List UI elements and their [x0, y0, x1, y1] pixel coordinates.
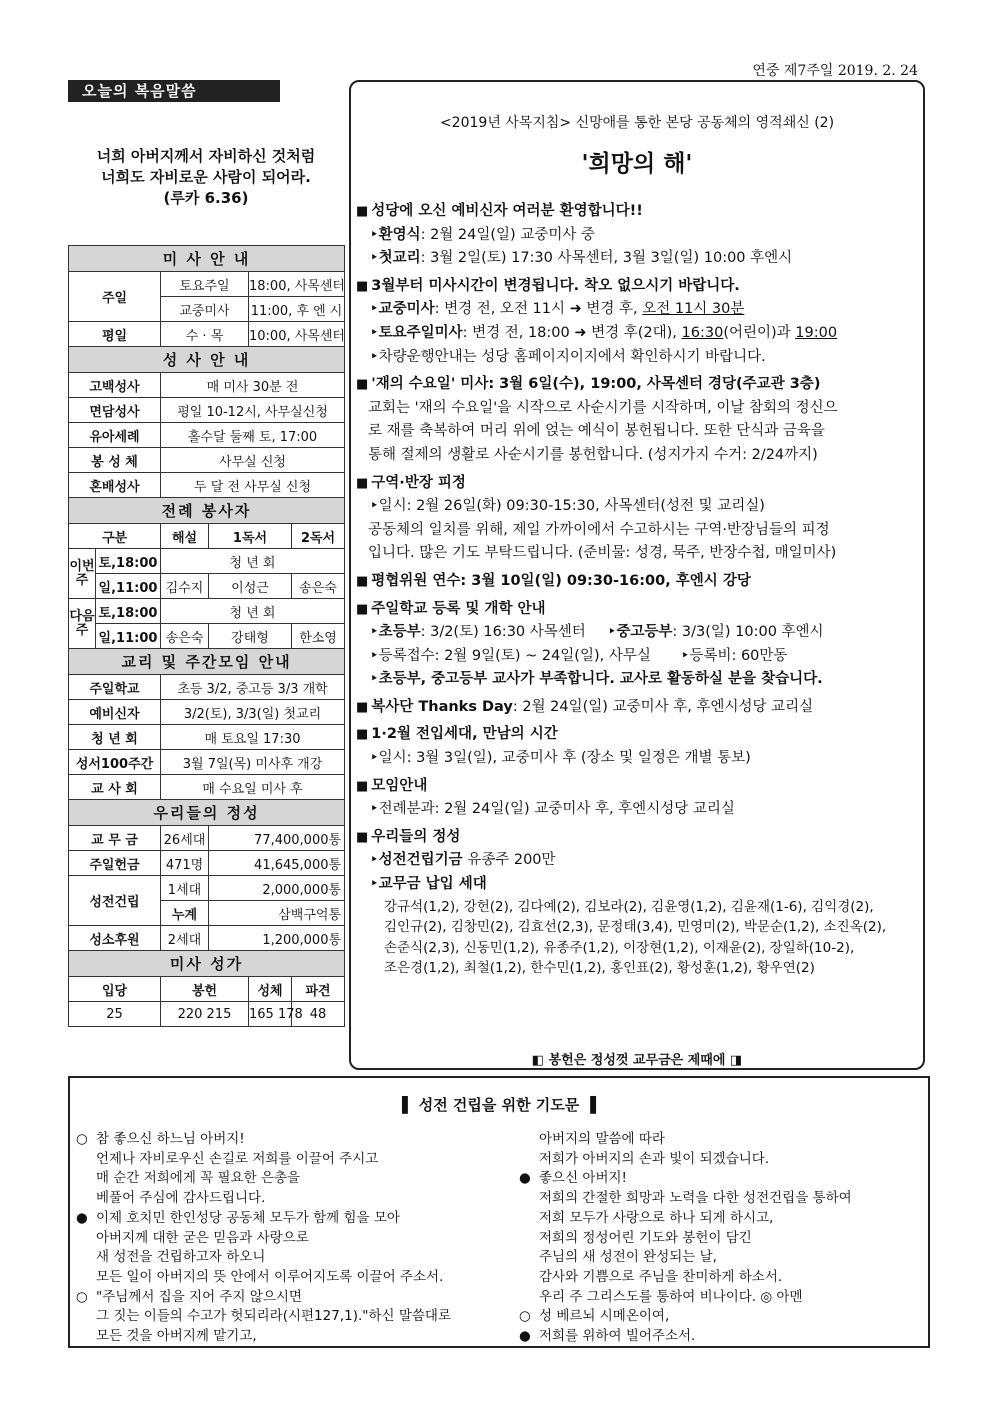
sacrament-detail: 두 달 전 사무실 신청: [161, 473, 345, 498]
sacrament-name: 고백성사: [69, 373, 161, 398]
offering-count: 471명: [161, 851, 209, 876]
prayer-marker: ●: [519, 1328, 531, 1345]
prayer-text: 모든 것을 아버지께 맡기고,: [96, 1328, 257, 1345]
gospel-reference: (루카 6.36): [163, 189, 249, 207]
servers-time: 일,11:00: [96, 624, 161, 649]
gospel-line: 너희 아버지께서 자비하신 것처럼: [96, 147, 316, 165]
mass-time: 11:00, 후 엔 시: [249, 297, 345, 322]
section-heading: ■ 복사단 Thanks Day: 2월 24일(일) 교중미사 후, 후엔시성당 교리실: [356, 698, 814, 715]
offering-name: 교 무 금: [69, 826, 161, 851]
prayer-text: 저희가 아버지의 손과 빛이 되겠습니다.: [539, 1150, 770, 1167]
servers-header: 구분: [69, 524, 161, 549]
meeting-name: 주일학교: [69, 675, 161, 700]
meeting-detail: 매 수요일 미사 후: [161, 775, 345, 800]
offering-name: 성소후원: [69, 926, 161, 951]
prayer-marker: [519, 1150, 539, 1170]
prayer-line: [519, 1248, 924, 1268]
meeting-detail: 3/2(토), 3/3(일) 첫교리: [161, 700, 345, 725]
server-name: 이성근: [209, 574, 292, 599]
sacrament-info-title: 성 사 안 내: [69, 347, 345, 373]
section-heading: ■ 평협위원 연수: 3월 10일(일) 09:30-16:00, 후엔시 강당: [356, 572, 751, 589]
hymn-number: 165 178: [249, 1002, 292, 1027]
prayer-text: 저희를 위하여 빌어주소서.: [539, 1328, 696, 1345]
prayer-left-column: [76, 1130, 506, 1347]
prayer-text: "주님께서 집을 지어 주지 않으시면: [96, 1288, 302, 1305]
weekday-label: 평일: [69, 322, 161, 347]
notice-item: ‣일시: 3월 3일(일), 교중미사 후 (장소 및 일정은 개별 통보): [370, 750, 751, 767]
notice-item: ‣교중미사: 변경 전, 오전 11시 ➜ 변경 후, 오전 11시 30분: [370, 301, 745, 318]
prayer-line: [76, 1307, 506, 1327]
server-name: 송은숙: [161, 624, 209, 649]
prayer-marker: [76, 1229, 96, 1249]
prayer-marker: ○: [76, 1288, 88, 1305]
hymn-number: 48: [292, 1002, 345, 1027]
pastoral-subtitle: <2019년 사목지침> 신망애를 통한 본당 공동체의 영적쇄신 (2): [439, 115, 835, 131]
prayer-text: 감사와 기쁨으로 주님을 찬미하게 하소서.: [539, 1268, 783, 1285]
prayer-line: [519, 1307, 924, 1327]
gospel-heading: 오늘의 복음말씀: [68, 80, 280, 102]
sacrament-detail: 홀수달 둘째 토, 17:00: [161, 423, 345, 448]
notice-item: ‣성전건립기금 유종주 200만: [370, 852, 556, 869]
mass-time: 18:00, 사목센터: [249, 272, 345, 297]
section-heading: ■ 1·2월 전입세대, 만남의 시간: [356, 726, 558, 743]
meeting-detail: 매 토요일 17:30: [161, 725, 345, 750]
sunday-label: 주일: [69, 272, 161, 322]
prayer-marker: [76, 1189, 96, 1209]
notice-item: ‣초등부: 3/2(토) 16:30 사목센터 ‣중고등부: 3/3(일) 10:00 후엔시: [370, 624, 824, 641]
notice-item: ‣환영식: 2월 24일(일) 교중미사 중: [370, 226, 595, 243]
prayer-marker: ●: [519, 1170, 531, 1187]
sacrament-detail: 매 미사 30분 전: [161, 373, 345, 398]
prayer-line: [76, 1248, 506, 1268]
hymn-header: 봉헌: [161, 977, 249, 1002]
offerings-title: 우리들의 정성: [69, 800, 345, 826]
offering-count: 26세대: [161, 826, 209, 851]
meeting-detail: 3월 7일(목) 미사후 개강: [161, 750, 345, 775]
prayer-line: [76, 1288, 506, 1308]
notice-title: '희망의 해': [581, 151, 693, 177]
prayer-line: [76, 1209, 506, 1229]
servers-header: 해설: [161, 524, 209, 549]
prayer-line: [519, 1150, 924, 1170]
offering-amount: 1,200,000통: [209, 926, 345, 951]
info-table: [68, 245, 345, 1027]
section-heading: ■ 모임안내: [356, 777, 428, 794]
issue-date: 연중 제7주일 2019. 2. 24: [752, 63, 918, 79]
prayer-line: [519, 1327, 924, 1347]
prayer-marker: [519, 1189, 539, 1209]
notice-item: ‣첫교리: 3월 2일(토) 17:30 사목센터, 3월 3일(일) 10:00 후엔시: [370, 250, 793, 267]
prayer-text: 아버지의 말씀에 따라: [539, 1131, 665, 1147]
meeting-name: 교 사 회: [69, 775, 161, 800]
mass-name: 토요주일: [161, 272, 249, 297]
mass-name: 수 · 목: [161, 322, 249, 347]
notice-item: ‣전례분과: 2월 24일(일) 교중미사 후, 후엔시성당 교리실: [370, 801, 735, 818]
notice-paragraph: 교회는 '재의 수요일'을 시작으로 사순시기를 시작하며, 이날 참회의 정신으 로 재를 축복하여 머리 위에 얹는 예식이 봉헌됩니다. 또한 단식과 금육을 통해 절제의 생활로 사순시기를 봉헌합니다. (성지가지 수거: 2/24까지): [368, 399, 838, 463]
mass-info-title: 미 사 안 내: [69, 246, 345, 272]
prayer-marker: ○: [76, 1131, 88, 1147]
prayer-text: 그 짓는 이들의 수고가 헛되리라(시편127,1)."하신 말씀대로: [96, 1308, 451, 1325]
prayer-line: [76, 1150, 506, 1170]
meeting-name: 예비신자: [69, 700, 161, 725]
prayer-marker: [519, 1130, 539, 1150]
mass-name: 교중미사: [161, 297, 249, 322]
notice-item: ‣초등부, 중고등부 교사가 부족합니다. 교사로 활동하실 분을 찾습니다.: [370, 671, 823, 688]
prayer-text: 저희의 정성어린 기도와 봉헌이 담긴: [539, 1229, 752, 1246]
next-week-label: 다음주: [69, 599, 96, 649]
prayer-line: [519, 1288, 924, 1308]
sacrament-name: 봉 성 체: [69, 448, 161, 473]
prayer-marker: [76, 1268, 96, 1288]
section-heading: ■ 성당에 오신 예비신자 여러분 환영합니다!!: [356, 203, 643, 219]
prayer-marker: [519, 1268, 539, 1288]
servers-time: 일,11:00: [96, 574, 161, 599]
sacrament-detail: 평일 10-12시, 사무실신청: [161, 398, 345, 423]
prayer-line: [76, 1130, 506, 1150]
sacrament-name: 유아세례: [69, 423, 161, 448]
offering-name: 주일헌금: [69, 851, 161, 876]
notice-item: ‣토요주일미사: 변경 전, 18:00 ➜ 변경 후(2대), 16:30(어린이)과 19:00: [370, 324, 838, 341]
prayer-line: [76, 1189, 506, 1209]
meetings-title: 교리 및 주간모임 안내: [69, 649, 345, 675]
prayer-right-column: [519, 1130, 924, 1347]
sacrament-name: 혼배성사: [69, 473, 161, 498]
building-label: 성전건립: [69, 876, 161, 926]
server-name: 김수지: [161, 574, 209, 599]
prayer-text: 저희 모두가 사랑으로 하나 되게 하시고,: [539, 1209, 774, 1226]
offering-amount: 77,400,000통: [209, 826, 345, 851]
gospel-line: 너희도 자비로운 사람이 되어라.: [101, 168, 311, 186]
prayer-text: 성 베르뇌 시메온이여,: [539, 1308, 670, 1325]
section-heading: ■ 구역·반장 피정: [356, 474, 466, 491]
prayer-line: [76, 1268, 506, 1288]
sacrament-name: 면담성사: [69, 398, 161, 423]
sacrament-detail: 사무실 신청: [161, 448, 345, 473]
prayer-line: [519, 1209, 924, 1229]
prayer-line: [519, 1229, 924, 1249]
server-name: 한소영: [292, 624, 345, 649]
hymn-header: 입당: [69, 977, 161, 1002]
meeting-name: 청 년 회: [69, 725, 161, 750]
offering-count: 2세대: [161, 926, 209, 951]
prayer-text: 우리 주 그리스도를 통하여 비나이다. ◎ 아멘: [539, 1288, 803, 1305]
offering-count: 누계: [161, 901, 209, 926]
servers-time: 토,18:00: [96, 599, 161, 624]
hymn-header: 파견: [292, 977, 345, 1002]
notice-paragraph: 공동체의 일치를 위해, 제일 가까이에서 수고하시는 구역·반장님들의 피정 입니다. 많은 기도 부탁드립니다. (준비물: 성경, 묵주, 반장수첩, 매일미사): [368, 521, 837, 562]
servers-group: 청 년 회: [161, 599, 345, 624]
prayer-line: [519, 1189, 924, 1209]
prayer-marker: [76, 1327, 96, 1347]
prayer-marker: [519, 1248, 539, 1268]
mass-time: 10:00, 사목센터: [249, 322, 345, 347]
section-heading: ■ '재의 수요일' 미사: 3월 6일(수), 19:00, 사목센터 경당(주교관 3층): [356, 376, 821, 393]
tithe-names: 강규석(1,2), 강헌(2), 김다예(2), 김보라(2), 김윤영(1,2), 김윤재(1-6), 김익경(2), 김인규(2), 김창민(2), 김효선(2,3), 문정태(3,4), 민영미(2), 박문순(1,2), 소진옥(2), 손준식(2,3), 신동민(1,2), 유종주(1,2), 이장현(1,2), 이재윤(2), 장일하(10-2), 조은경(1,2), 최철(1,2), 한수민(1,2), 홍인표(2), 황성훈(1,2), 황우연(2): [384, 898, 887, 977]
hymns-title: 미사 성가: [69, 951, 345, 977]
prayer-marker: ●: [76, 1209, 88, 1226]
prayer-text: 아버지께 대한 굳은 믿음과 사랑으로: [96, 1229, 309, 1246]
prayer-line: [519, 1130, 924, 1150]
server-name: 강태형: [209, 624, 292, 649]
notice-item: ‣교무금 납입 세대: [370, 876, 487, 893]
prayer-marker: [76, 1150, 96, 1170]
notice-item: ‣일시: 2월 26일(화) 09:30-15:30, 사목센터(성전 및 교리실): [370, 498, 765, 515]
prayer-line: [519, 1169, 924, 1189]
server-name: 송은숙: [292, 574, 345, 599]
servers-header: 1독서: [209, 524, 292, 549]
servers-header: 2독서: [292, 524, 345, 549]
hymn-header: 성체: [249, 977, 292, 1002]
prayer-marker: [76, 1307, 96, 1327]
prayer-text: 베풀어 주심에 감사드립니다.: [96, 1190, 266, 1207]
prayer-text: 주님의 새 성전이 완성되는 날,: [539, 1249, 717, 1266]
prayer-text: 모든 일이 아버지의 뜻 안에서 이루어지도록 이끌어 주소서.: [96, 1268, 444, 1285]
section-heading: ■ 3월부터 미사시간이 변경됩니다. 착오 없으시기 바랍니다.: [356, 277, 740, 294]
prayer-line: [519, 1268, 924, 1288]
notice-item: ‣등록접수: 2월 9일(토) ~ 24일(일), 사무실 ‣등록비: 60만동: [370, 647, 788, 664]
notice-content: [356, 200, 922, 979]
meeting-name: 성서100주간: [69, 750, 161, 775]
prayer-line: [76, 1229, 506, 1249]
servers-time: 토,18:00: [96, 549, 161, 574]
section-heading: ■ 주일학교 등록 및 개학 안내: [356, 600, 546, 617]
prayer-line: [76, 1327, 506, 1347]
gospel-verse: [68, 146, 344, 209]
offering-amount: 41,645,000통: [209, 851, 345, 876]
prayer-marker: ○: [519, 1308, 531, 1325]
prayer-text: 이제 호치민 한인성당 공동체 모두가 함께 힘을 모아: [96, 1209, 400, 1226]
prayer-text: 매 순간 저희에게 꼭 필요한 은총을: [96, 1170, 301, 1187]
prayer-marker: [519, 1229, 539, 1249]
hymn-number: 220 215: [161, 1002, 249, 1027]
offering-amount: 2,000,000통: [209, 876, 345, 901]
servers-title: 전례 봉사자: [69, 498, 345, 524]
offering-count: 1세대: [161, 876, 209, 901]
prayer-marker: [519, 1288, 539, 1308]
prayer-marker: [519, 1209, 539, 1229]
prayer-text: 저희의 간절한 희망과 노력을 다한 성전건립을 통하여: [539, 1190, 852, 1207]
prayer-marker: [76, 1248, 96, 1268]
prayer-marker: [76, 1169, 96, 1189]
section-heading: ■ 우리들의 정성: [356, 828, 461, 845]
prayer-text: 좋으신 아버지!: [539, 1170, 627, 1187]
offering-amount: 삼백구억통: [209, 901, 345, 926]
servers-group: 청 년 회: [161, 549, 345, 574]
prayer-text: 참 좋으신 하느님 아버지!: [96, 1131, 245, 1147]
prayer-text: 언제나 자비로우신 손길로 저희를 이끌어 주시고: [96, 1150, 379, 1167]
notice-footer: ◧ 봉헌은 정성껏 교무금은 제때에 ◨: [531, 1053, 743, 1068]
prayer-title: ▌ 성전 건립을 위한 기도문 ▐: [401, 1096, 597, 1114]
notice-item: ‣차량운행안내는 성당 홈페이지이지에서 확인하시기 바랍니다.: [370, 348, 766, 365]
meeting-detail: 초등 3/2, 중고등 3/3 개학: [161, 675, 345, 700]
hymn-number: 25: [69, 1002, 161, 1027]
this-week-label: 이번주: [69, 549, 96, 599]
prayer-text: 새 성전을 건립하고자 하오니: [96, 1249, 266, 1266]
prayer-line: [76, 1169, 506, 1189]
